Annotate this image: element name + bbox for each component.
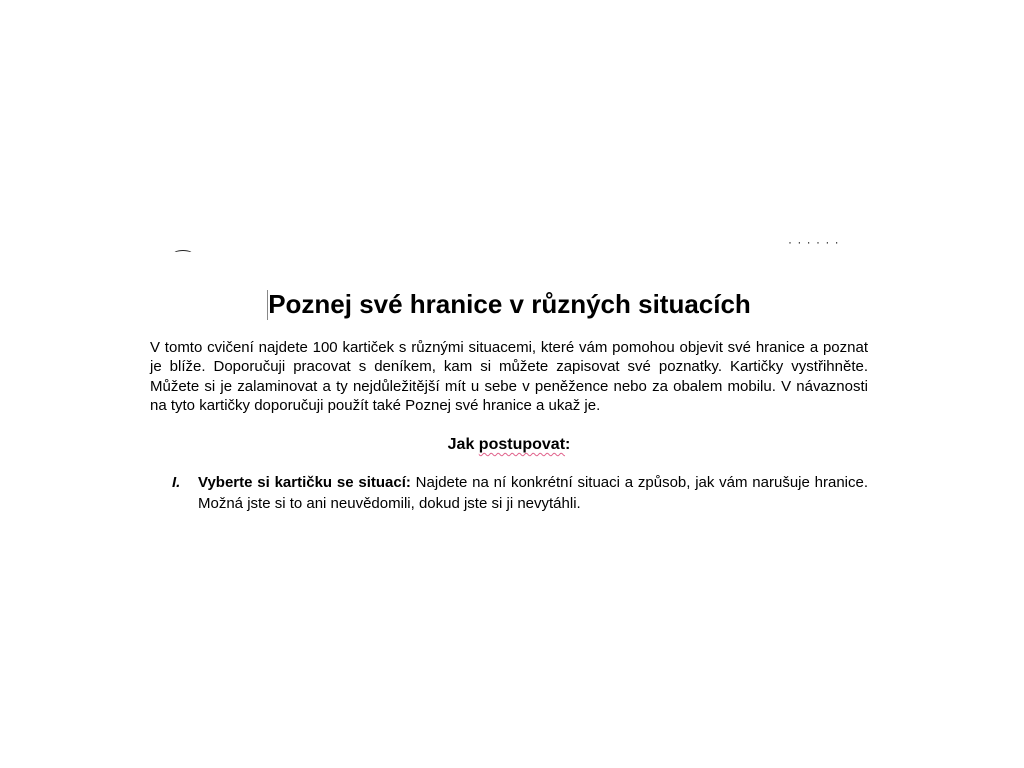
- document-title-text: Poznej své hranice v různých situacích: [268, 289, 751, 319]
- list-item-text: [198, 472, 868, 514]
- spellcheck-flagged-word[interactable]: postupovat: [478, 436, 566, 453]
- intro-paragraph[interactable]: V tomto cvičení najdete 100 kartiček s různými situacemi, které vám pomohou objevit své hranice a poznat je blíže. Doporučuji pracovat s deníkem, kam si můžete zapisovat své poznatky. Kartičky vystřihněte. Můžete si je zalaminovat a ty nejdůležitější mít u sebe v peněžence nebo za obalem mobilu. V návaznosti na tyto kartičky doporučuji použít také Poznej své hranice a ukaž je.: [150, 339, 868, 415]
- list-item-body: Najdete na ní konkrétní situaci a způsob, jak vám narušuje hranice. Možná jste si to ani neuvědomili, dokud jste si ji nevytáhli.: [198, 474, 869, 512]
- list-item-lead: Vyberte si kartičku se situací:: [198, 474, 411, 491]
- section-heading[interactable]: [150, 435, 868, 455]
- header-logo-fragment: [172, 246, 194, 252]
- section-heading-prefix: Jak: [447, 436, 479, 453]
- section-heading-suffix: :: [565, 436, 571, 453]
- list-item-number: I.: [172, 474, 181, 491]
- header-text-fragment: · · · · · ·: [788, 240, 840, 249]
- document-title[interactable]: [150, 288, 868, 320]
